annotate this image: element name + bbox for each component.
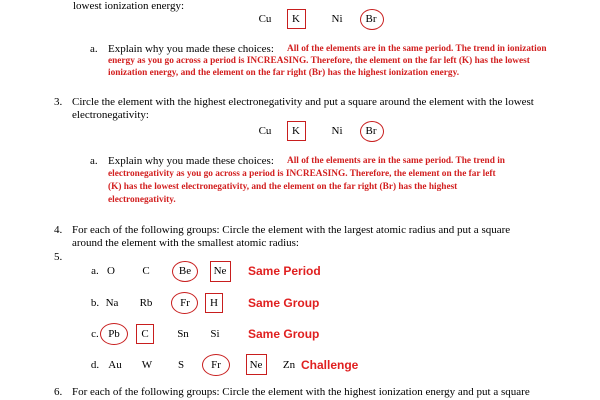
q3a-prompt: Explain why you made these choices: (108, 155, 274, 167)
q2a-answer-line-1: All of the elements are in the same period. The trend in ionization (287, 44, 547, 54)
q3a-answer-line-3: (K) has the lowest electronegativity, and the element on the far right (Br) has the highest (108, 182, 458, 192)
element-c: C (141, 328, 149, 340)
element-o: O (107, 265, 115, 277)
element-ne: Ne (213, 265, 227, 277)
element-s: S (177, 359, 185, 371)
square-mark (210, 261, 231, 282)
element-c: C (142, 265, 150, 277)
element-si: Si (210, 328, 220, 340)
square-mark (287, 121, 306, 141)
element-zn: Zn (282, 359, 296, 371)
square-mark (287, 9, 306, 29)
element-na: Na (105, 297, 119, 309)
element-ni: Ni (331, 13, 343, 25)
element-ni: Ni (331, 125, 343, 137)
element-be: Be (178, 265, 192, 277)
circle-mark (202, 354, 230, 376)
row-prefix: c. (91, 328, 99, 340)
row-label: Same Group (248, 296, 320, 310)
q3-text-line-2: electronegativity: (72, 109, 149, 121)
q4-text-line-2: around the element with the smallest atomic radius: (72, 237, 299, 249)
element-au: Au (108, 359, 122, 371)
element-fr: Fr (180, 297, 190, 309)
circle-mark (360, 9, 384, 30)
element-k: K (292, 13, 300, 25)
stray-number: 5. (54, 251, 63, 263)
circle-mark (171, 292, 198, 314)
square-mark (136, 324, 154, 344)
element-k: K (292, 125, 300, 137)
q3a-answer-line-1: All of the elements are in the same period. The trend in (287, 156, 505, 166)
element-pb: Pb (108, 328, 120, 340)
row-prefix: a. (91, 265, 99, 277)
element-cu: Cu (258, 13, 272, 25)
element-fr: Fr (211, 359, 221, 371)
q2a-answer-line-3: ionization energy, and the element on the far right (Br) has the highest ionization energy. (108, 68, 460, 78)
q4-number: 4. (54, 224, 63, 236)
row-label: Same Period (248, 264, 321, 278)
row-label: Same Group (248, 327, 320, 341)
element-br: Br (365, 125, 377, 137)
q2a-prefix: a. (90, 43, 98, 55)
q3a-prefix: a. (90, 155, 98, 167)
row-prefix: b. (90, 297, 100, 309)
q3a-answer-line-4: electronegativity. (108, 195, 176, 205)
element-cu: Cu (258, 125, 272, 137)
element-ne: Ne (249, 359, 263, 371)
q2a-answer-line-2: energy as you go across a period is INCREASING. Therefore, the element on the far left (K) has the lowest (108, 56, 530, 66)
element-br: Br (365, 13, 377, 25)
q4-text-line-1: For each of the following groups: Circle the element with the largest atomic radius and put a square (72, 224, 511, 236)
square-mark (205, 293, 223, 313)
q2-prompt-tail: lowest ionization energy: (73, 0, 184, 12)
element-rb: Rb (139, 297, 153, 309)
element-w: W (141, 359, 153, 371)
row-label: Challenge (301, 358, 359, 372)
element-sn: Sn (177, 328, 189, 340)
q3a-answer-line-2: electronegativity as you go across a period is INCREASING. Therefore, the element on the far left (108, 169, 496, 179)
circle-mark (360, 121, 384, 142)
circle-mark (172, 261, 198, 282)
row-prefix: d. (90, 359, 100, 371)
q6-number: 6. (54, 386, 63, 398)
element-h: H (210, 297, 218, 309)
circle-mark (100, 323, 128, 345)
q3-text-line-1: Circle the element with the highest electronegativity and put a square around the element with the lowest (72, 96, 534, 108)
square-mark (246, 354, 267, 375)
q3-number: 3. (54, 96, 63, 108)
q2a-prompt: Explain why you made these choices: (108, 43, 274, 55)
q6-text-line-1: For each of the following groups: Circle the element with the highest ionization energy and put a square (72, 386, 530, 398)
